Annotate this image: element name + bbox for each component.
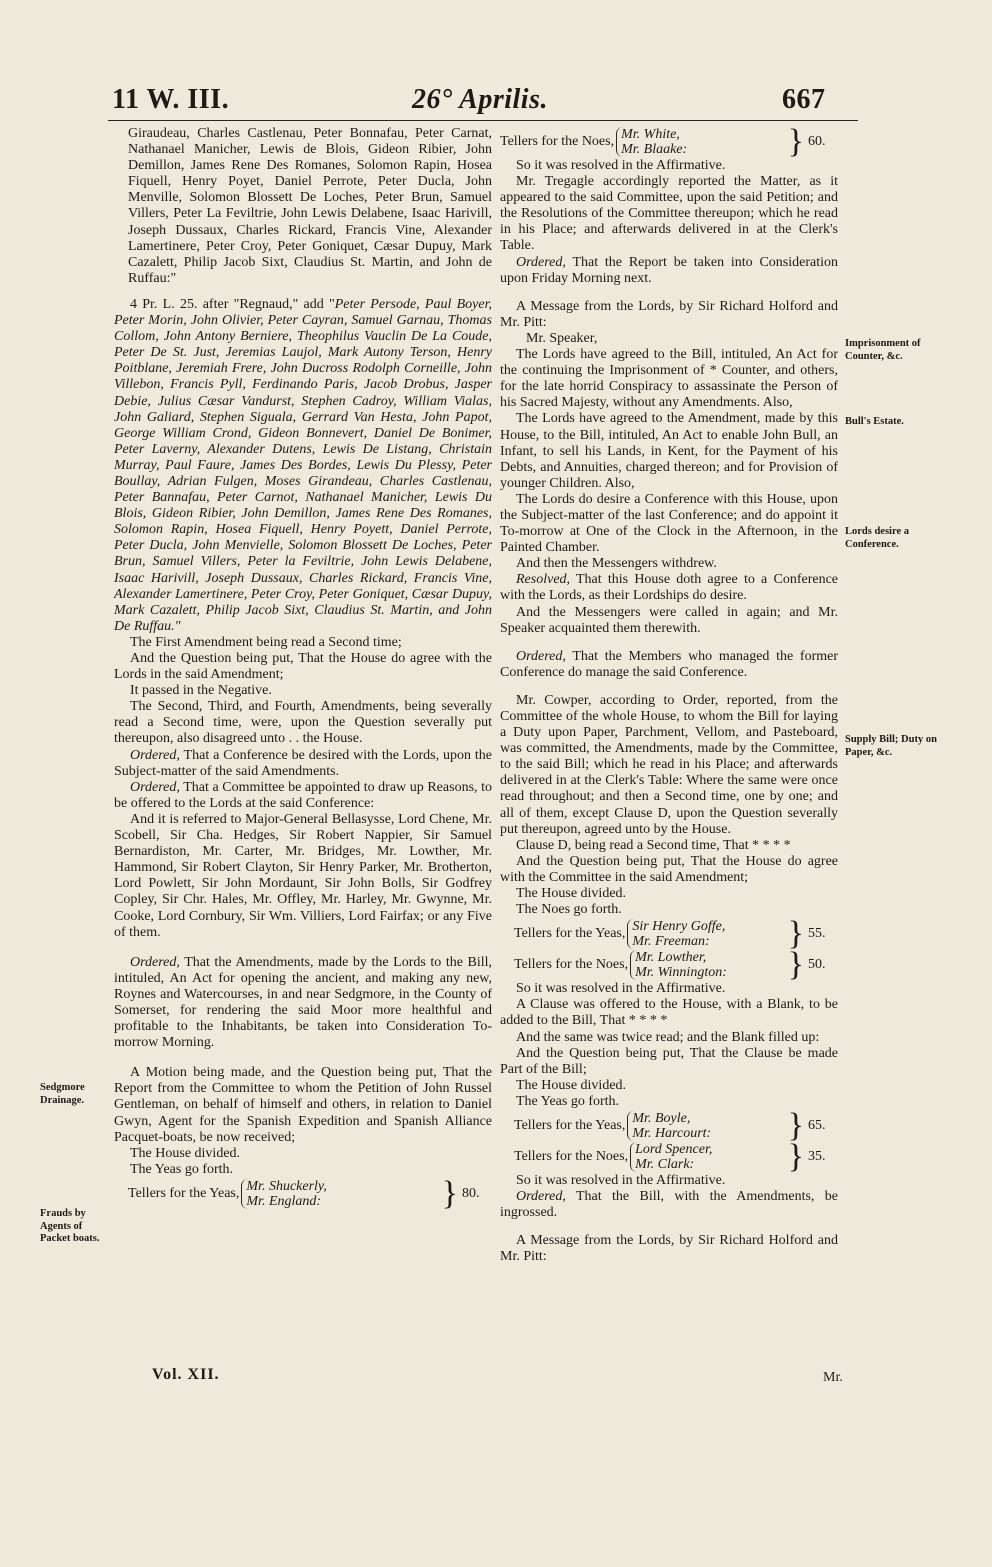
volume-footer: Vol. XII. xyxy=(152,1366,220,1383)
tellers-noes: Tellers for the Noes, Mr. Lowther, Mr. Winnington: } 50. xyxy=(500,950,838,980)
paragraph: And the Question being put, That the House do agree with the Committee in the said Amendment; xyxy=(500,853,838,885)
tellers-noes: Tellers for the Noes, Mr. White, Mr. Blaake: } 60. xyxy=(500,127,838,157)
paragraph: The First Amendment being read a Second time; xyxy=(130,634,402,650)
header-reign: 11 W. III. xyxy=(112,84,230,115)
paragraph: Resolved, That this House doth agree to a Conference with the Lords, as their Lordships do desire. xyxy=(500,572,838,604)
paragraph: Ordered, That a Conference be desired with the Lords, upon the Subject-matter of the said Amendments. xyxy=(114,747,492,779)
cowper-report: Mr. Cowper, according to Order, reported, from the Committee of the whole House, to whom the Bill for laying a Duty upon Paper, Parchment, Vellom, and Pasteboard, was committed, the Amendments, made by the Committee, to the said Bill; which he read in his Place; and afterwards delivered in at the Clerk's Table: Where the same were once read throughout; and then a Second time, one by one; and all of them, except Clause D, upon the Question severally put thereupon, agreed unto by the House. xyxy=(500,692,838,837)
sidenote-bull: Bull's Estate. xyxy=(845,416,904,427)
tellers-count: 65. xyxy=(808,1117,826,1133)
tellers-count: 80. xyxy=(462,1185,480,1201)
paragraph: The Lords have agreed to the Amendment, made by this House, to the Bill, intituled, An Act to enable John Bull, an Infant, to sell his Lands, in Kent, for the Payment of his Debts, and Annuities, charged thereon; and for Provision of younger Children. Also, xyxy=(500,411,838,491)
paragraph: Ordered, That the Report be taken into Consideration upon Friday Morning next. xyxy=(500,254,838,286)
sidenote-frauds: Frauds by Agents of Packet boats. xyxy=(40,1208,100,1244)
paragraph: And the Question being put, That the House do agree with the Lords in the said Amendment; xyxy=(114,651,492,683)
paragraph: Mr. Tregagle accordingly reported the Matter, as it appeared to the said Committee, upon the said Petition; and the Resolutions of the Committee thereupon; which he read in his Place; and afterwards delivered in at the Clerk's Table. xyxy=(500,174,838,254)
paragraph: Ordered, That the Bill, with the Amendments, be ingrossed. xyxy=(500,1189,838,1221)
header-date: 26° Aprilis. xyxy=(412,84,548,115)
tellers-yeas: Tellers for the Yeas, Sir Henry Goffe, Mr. Freeman: } 55. xyxy=(500,919,838,949)
paragraph: A Clause was offered to the House, with a Blank, to be added to the Bill, That * * * * xyxy=(500,997,838,1029)
paragraph: The Second, Third, and Fourth, Amendments, being severally read a Second time, were, upon the Question severally put thereupon, also disagreed unto . . the House. xyxy=(114,699,492,747)
paragraph: And then the Messengers withdrew. xyxy=(516,556,717,572)
paragraph: So it was resolved in the Affirmative. xyxy=(516,158,726,173)
tellers-count: 35. xyxy=(808,1148,826,1164)
tellers-count: 55. xyxy=(808,926,826,942)
salutation: Mr. Speaker, xyxy=(526,330,598,346)
tellers-yeas: Tellers for the Yeas, Mr. Shuckerly, Mr. England: } 80. xyxy=(114,1179,492,1209)
left-column xyxy=(114,126,492,1210)
header-page-number: 667 xyxy=(782,84,826,115)
paragraph: The Lords have agreed to the Bill, intituled, An Act for the continuing the Imprisonment of * Counter, and others, for the late horrid Conspiracy to assassinate the Person of his Sacred Majesty, without any Amendments. Also, xyxy=(500,347,838,411)
paragraph: The House divided. xyxy=(516,1077,627,1093)
paragraph: And the Messengers were called in again; and Mr. Speaker acquainted them therewith. xyxy=(500,604,838,636)
committee-members: And it is referred to Major-General Bellasysse, Lord Chene, Mr. Scobell, Sir Cha. Hedges, Sir Robert Nappier, Sir Samuel Bernardiston, Mr. Carter, Mr. Bridges, Mr. Lowther, Mr. Hammond, Sir Robert Clayton, Sir Henry Parker, Mr. Brotherton, Lord Powlett, Sir John Mordaunt, Sir John Bolls, Sir Godfrey Copley, Sir Chr. Hales, Mr. Offley, Mr. Harley, Mr. Gwynne, Mr. Cooke, Lord Cornbury, Sir Wm. Villiers, Lord Fairfax; or any Five of them. xyxy=(114,811,492,940)
paragraph: The Lords do desire a Conference with this House, upon the Subject-matter of the last Conference; and do appoint it To-morrow at One of the Clock in the Afternoon, in the Painted Chamber. xyxy=(500,491,838,556)
lords-message: A Message from the Lords, by Sir Richard Holford and Mr. Pitt: xyxy=(500,1233,838,1265)
sedgmore-order: Ordered, That the Amendments, made by the Lords to the Bill, intituled, An Act for opening the ancient, and making any new, Roynes and Watercourses, in and near Sedgmore, in the County of Somerset, for rendering the said Moor more healthful and profitable to the Inhabitants, be taken into Consideration To-morrow Morning. xyxy=(114,954,492,1051)
right-column xyxy=(500,123,838,1265)
sidenote-imprisonment: Imprisonment of Counter, &c. xyxy=(845,338,921,362)
paragraph: Ordered, That a Committee be appointed to draw up Reasons, to be offered to the Lords at the said Conference: xyxy=(114,779,492,811)
amendment-4: 4 Pr. L. 25. after "Regnaud," add "Peter Persode, Paul Boyer, Peter Morin, John Olivier, Peter Cayran, Samuel Garnau, Thomas Collom, John Antony Berniere, Theophilus Vauclin De La Coude, Peter De St. Just, Jeremias Laujol, Mark Autony Terson, Henry Poitblane, Jeremiah Frere, John Ducross Rodolph Corneille, John Villebon, Francis Pyll, Ferdinando Paris, Jacob Drobus, Jasper Debie, Julius Cæsar Vandurst, Stephen Cadroy, William Vialas, John Galiard, Stephen Siguala, Gerrard Van Hesta, John Papot, George William Crond, Gideon Bonnevert, Daniel De Bonimer, Peter Laverny, Alexander Dutens, Lewis De Listang, Christain Murray, Paul Faure, James Des Bordes, Lewis Du Plessy, Peter Boullay, Adrian Fulgen, Moses Girandeau, Charles Castlenau, Peter Bannafau, Peter Carnot, Nathanael Manicher, Lewis Du Blois, Gideon Ribier, John Demillon, James Rene Des Romanes, Solomon Rapin, Hosea Fiquell, Henry Poyett, Daniel Perrote, Peter Ducla, John Menvielle, Solomon Blossett De Loches, Peter Brun, Samuel Villers, Peter la Feviltrie, John Lewis Delabene, Isaac Harivill, Joseph Dussaux, Charles Rickard, Francis Vine, Alexander Lamertinere, Peter Croy, Peter Goniquet, Cæsar Dupuy, Mark Cazalett, Philip Jacob Sixt, Claudius St. Martin, and John De Ruffau." xyxy=(114,296,492,634)
paragraph: The House divided. xyxy=(130,1145,241,1161)
paragraph: It passed in the Negative. xyxy=(130,683,272,699)
tellers-count: 60. xyxy=(808,133,826,149)
motion-paragraph: A Motion being made, and the Question being put, That the Report from the Committee to whom the Petition of John Russel Gentleman, on behalf of himself and others, in relation to Daniel Gwyn, Agent for the Spanish Expedition and Spanish Alliance Pacquet-boats, be now received; xyxy=(114,1065,492,1145)
paragraph: Clause D, being read a Second time, That * * * * xyxy=(516,837,791,853)
tellers-noes: Tellers for the Noes, Lord Spencer, Mr. Clark: } 35. xyxy=(500,1142,838,1172)
paragraph: The Yeas go forth. xyxy=(516,1093,620,1109)
tellers-yeas: Tellers for the Yeas, Mr. Boyle, Mr. Harcourt: } 65. xyxy=(500,1111,838,1141)
catchword: Mr. xyxy=(823,1370,843,1385)
paragraph: The Yeas go forth. xyxy=(130,1161,234,1177)
quoted-names-continuation: Giraudeau, Charles Castlenau, Peter Bonnafau, Peter Carnat, Nathanael Manicher, Lewis de Blois, Gideon Ribier, John Demillon, James Rene Des Romanes, Solomon Rapin, Hosea Fiquell, Henry Poyet, Daniel Perrote, Peter Ducla, John Menville, Solomon Blossett De Loches, Peter Brun, Samuel Villers, Peter La Feviltrie, John Lewis Delabene, Isaac Harivill, Joseph Dussaux, Charles Rickard, Francis Vine, Alexander Lamertinere, Peter Croy, Peter Goniquet, Cæsar Dupuy, Mark Cazalett, Philip Jacob Sixt, Claudius St. Martin, and John de Ruffau:" xyxy=(128,126,492,286)
paragraph: The Noes go forth. xyxy=(516,902,622,918)
paragraph: So it was resolved in the Affirmative. xyxy=(516,1172,726,1188)
paragraph: And the Question being put, That the Clause be made Part of the Bill; xyxy=(500,1045,838,1077)
paragraph: The House divided. xyxy=(516,886,627,902)
tellers-count: 50. xyxy=(808,957,826,973)
sidenote-sedgmore: Sedgmore Drainage. xyxy=(40,1082,85,1106)
header-rule xyxy=(108,120,858,121)
paragraph: So it was resolved in the Affirmative. xyxy=(516,981,726,997)
paragraph: Ordered, That the Members who managed the former Conference do manage the said Conference. xyxy=(500,648,838,680)
sidenote-supply: Supply Bill; Duty on Paper, &c. xyxy=(845,734,937,758)
lords-message: A Message from the Lords, by Sir Richard Holford and Mr. Pitt: xyxy=(500,298,838,330)
sidenote-lords-desire: Lords desire a Conference. xyxy=(845,526,909,550)
paragraph: And the same was twice read; and the Blank filled up: xyxy=(516,1029,820,1045)
